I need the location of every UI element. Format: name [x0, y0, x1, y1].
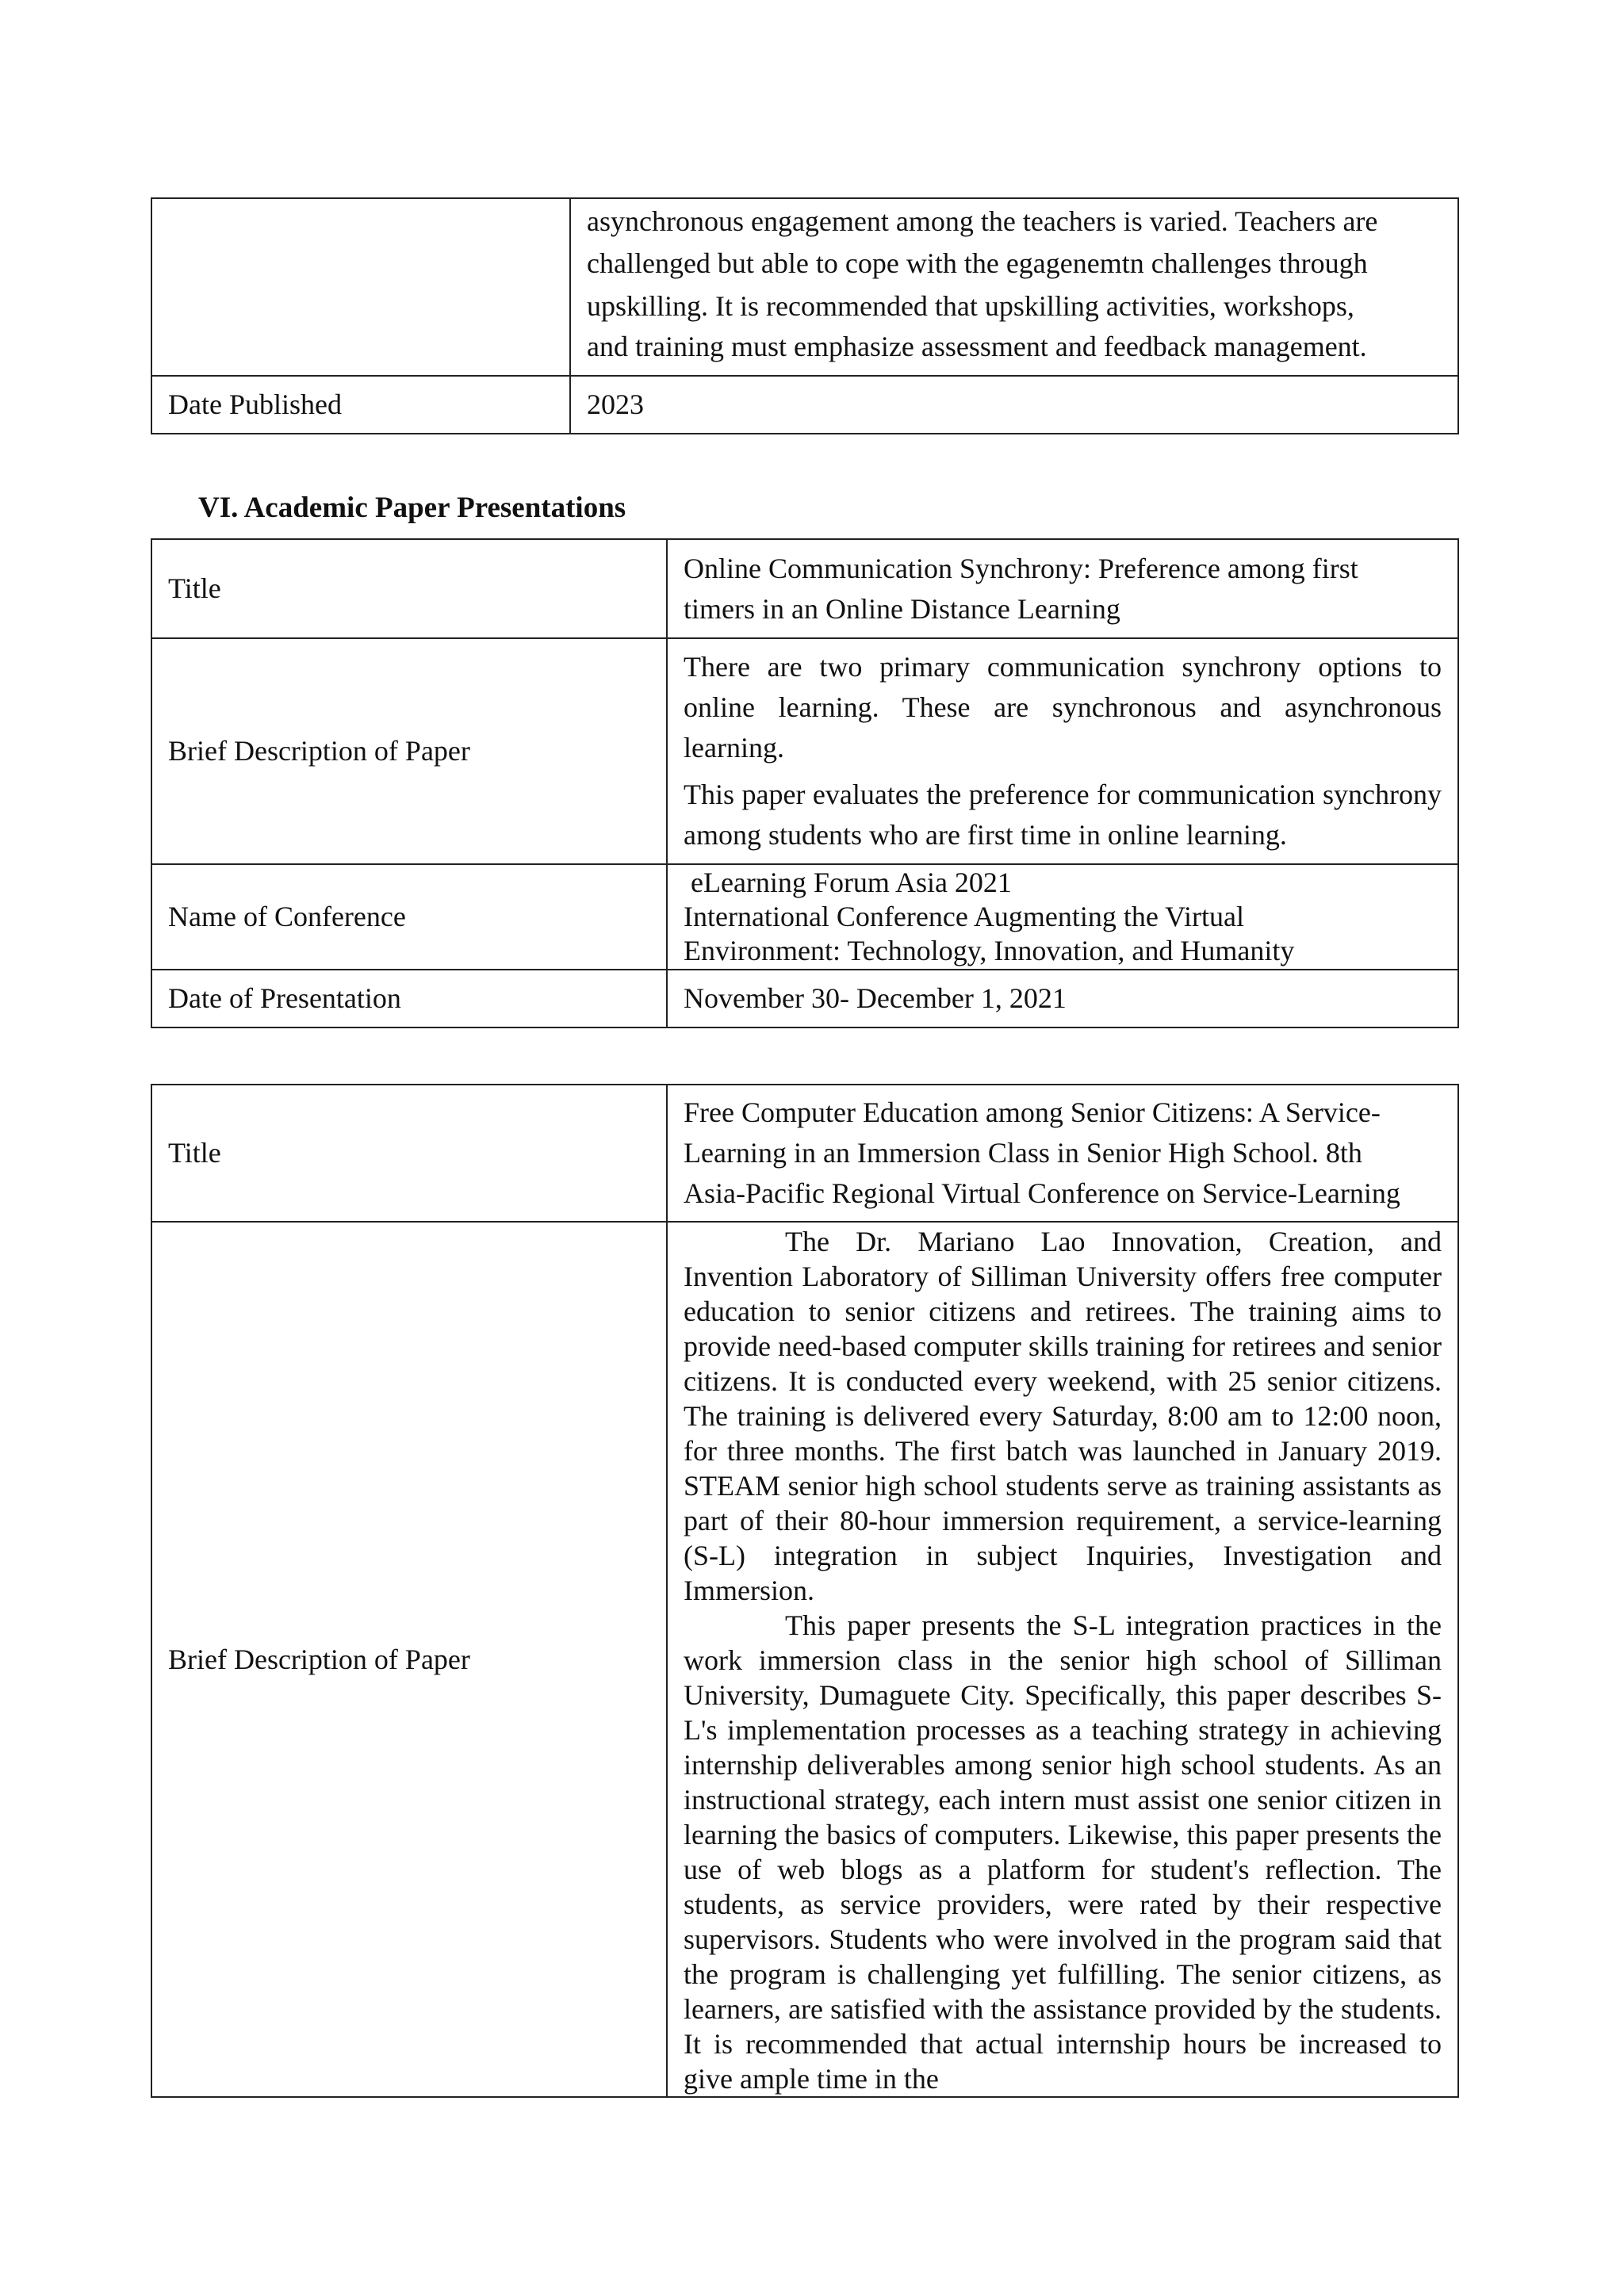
p2-title-value: [667, 1085, 1458, 1222]
p2-title-row: [151, 1085, 1458, 1222]
prev-line-3: upskilling. It is recommended that upskilling activities, workshops,: [587, 290, 1354, 322]
p1-title-line-1: Online Communication Synchrony: Preference among first: [684, 552, 1358, 584]
p2-title-line-3: Asia-Pacific Regional Virtual Conference on Service-Learning: [684, 1177, 1400, 1209]
prev-description-row: [151, 198, 1458, 376]
section-heading: VI. Academic Paper Presentations: [198, 492, 626, 524]
p2-description-para-1: The Dr. Mariano Lao Innovation, Creation, and Invention Laboratory of Silliman University offers free computer education to senior citizens and retirees. The training aims to provide need-based computer skills training for retirees and senior citizens. It is conducted every weekend, with 25 senior citizens. The training is delivered every Saturday, 8:00 am to 12:00 noon, for three months. The first batch was launched in January 2019. STEAM senior high school students serve as training assistants as part of their 80-hour immersion requirement, a service-learning (S-L) integration in subject Inquiries, Investigation and Immersion.: [684, 1226, 1442, 1606]
date-published-row: [151, 376, 1458, 434]
p1-description-para-1: There are two primary communication synchrony options to online learning. These are synchronous and asynchronous learning.: [684, 651, 1442, 763]
prev-empty-cell: [151, 198, 570, 376]
p1-conference-line-3: Environment: Technology, Innovation, and Humanity: [684, 935, 1295, 966]
p1-description-value: [667, 638, 1458, 864]
p2-description-value: [667, 1222, 1458, 2097]
prev-line-4: and training must emphasize assessment and feedback management.: [587, 331, 1367, 362]
p1-conference-row: [151, 864, 1458, 970]
p1-description-para-2: This paper evaluates the preference for communication synchrony among students who are first time in online learning.: [684, 779, 1442, 851]
p1-conference-label: Name of Conference: [151, 864, 667, 970]
prev-line-1: asynchronous engagement among the teachers is varied. Teachers are: [587, 205, 1378, 237]
p1-title-line-2: timers in an Online Distance Learning: [684, 592, 1120, 625]
p1-title-row: [151, 539, 1458, 638]
p1-description-label: Brief Description of Paper: [151, 638, 667, 864]
p2-title-line-1: Free Computer Education among Senior Citizens: A Service-: [684, 1096, 1381, 1128]
p2-description-row: [151, 1222, 1458, 2097]
p1-date-value: November 30- December 1, 2021: [667, 970, 1458, 1027]
p1-description-row: [151, 638, 1458, 864]
p1-conference-line-1: eLearning Forum Asia 2021: [684, 867, 1012, 898]
prev-description-cell: [570, 198, 1458, 376]
presentation-1-table: [151, 538, 1459, 1028]
p2-title-line-2: Learning in an Immersion Class in Senior High School. 8th: [684, 1137, 1362, 1169]
p2-title-label: Title: [151, 1085, 667, 1222]
p2-description-para-2: This paper presents the S-L integration practices in the work immersion class in the senior high school of Silliman University, Dumaguete City. Specifically, this paper describes S-L's implementation processes as a teaching strategy in achieving internship deliverables among senior high school students. As an instructional strategy, each intern must assist one senior citizen in learning the basics of computers. Likewise, this paper presents the use of web blogs as a platform for student's reflection. The students, as service providers, were rated by their respective supervisors. Students who were involved in the program said that the program is challenging yet fulfilling. The senior citizens, as learners, are satisfied with the assistance provided by the students. It is recommended that actual internship hours be increased to give ample time in the: [684, 1609, 1442, 2095]
p1-date-row: [151, 970, 1458, 1027]
p1-title-label: Title: [151, 539, 667, 638]
date-published-label: Date Published: [151, 376, 570, 434]
p2-description-label: Brief Description of Paper: [151, 1222, 667, 2097]
p1-date-label: Date of Presentation: [151, 970, 667, 1027]
p1-title-value: [667, 539, 1458, 638]
date-published-value: 2023: [570, 376, 1458, 434]
p1-conference-line-2: International Conference Augmenting the Virtual: [684, 901, 1244, 932]
prev-table: [151, 197, 1459, 434]
prev-line-2: challenged but able to cope with the egagenemtn challenges through: [587, 247, 1368, 279]
p1-conference-value: [667, 864, 1458, 970]
presentation-2-table: [151, 1084, 1459, 2098]
